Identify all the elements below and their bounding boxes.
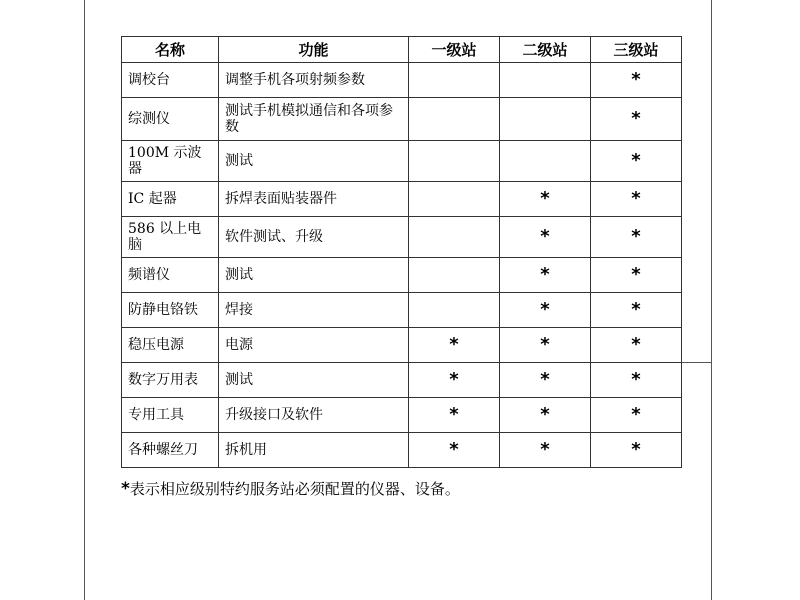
- cell-level-3: *: [591, 328, 682, 363]
- table-row: [122, 398, 682, 433]
- cell-level-1: [409, 217, 500, 258]
- cell-function: 升级接口及软件: [219, 398, 409, 433]
- cell-level-3: *: [591, 63, 682, 98]
- table-row: [122, 98, 682, 141]
- header-function: 功能: [219, 37, 409, 63]
- cell-level-2: [500, 141, 591, 182]
- cell-level-1: *: [409, 363, 500, 398]
- cell-level-3: *: [591, 217, 682, 258]
- cell-level-1: [409, 182, 500, 217]
- cell-level-1: [409, 141, 500, 182]
- cell-function: 测试手机模拟通信和各项参数: [219, 98, 409, 141]
- header-level-3: 三级站: [591, 37, 682, 63]
- table-header-row: [122, 37, 682, 63]
- cell-function: 拆机用: [219, 433, 409, 468]
- footnote-star: *: [121, 479, 130, 499]
- cell-level-2: *: [500, 363, 591, 398]
- table-row: [122, 182, 682, 217]
- footnote: [121, 478, 460, 499]
- cell-level-1: [409, 98, 500, 141]
- cell-name: 稳压电源: [122, 328, 219, 363]
- table-row: [122, 363, 682, 398]
- cell-level-2: *: [500, 182, 591, 217]
- cell-function: 软件测试、升级: [219, 217, 409, 258]
- cell-name: 综测仪: [122, 98, 219, 141]
- cell-level-3: *: [591, 141, 682, 182]
- footnote-text: 表示相应级别特约服务站必须配置的仪器、设备。: [129, 480, 460, 498]
- table-row: [122, 217, 682, 258]
- cell-level-1: [409, 258, 500, 293]
- table-row: [122, 141, 682, 182]
- cell-level-3: *: [591, 433, 682, 468]
- cell-level-2: *: [500, 328, 591, 363]
- cell-name: 100M 示波器: [122, 141, 219, 182]
- cell-function: 电源: [219, 328, 409, 363]
- cell-level-1: [409, 293, 500, 328]
- equipment-table: [121, 36, 682, 468]
- cell-name: 防静电铬铁: [122, 293, 219, 328]
- cell-function: 测试: [219, 258, 409, 293]
- cell-level-3: *: [591, 363, 682, 398]
- cell-name: 各种螺丝刀: [122, 433, 219, 468]
- cell-name: 586 以上电脑: [122, 217, 219, 258]
- table-row: [122, 258, 682, 293]
- header-level-1: 一级站: [409, 37, 500, 63]
- cell-level-1: *: [409, 433, 500, 468]
- cell-name: 专用工具: [122, 398, 219, 433]
- cell-name: 数字万用表: [122, 363, 219, 398]
- cell-name: 频谱仪: [122, 258, 219, 293]
- cell-level-2: [500, 63, 591, 98]
- cell-level-1: [409, 63, 500, 98]
- cell-name: 调校台: [122, 63, 219, 98]
- cell-level-2: *: [500, 258, 591, 293]
- cell-level-2: *: [500, 433, 591, 468]
- cell-function: 测试: [219, 363, 409, 398]
- cell-function: 焊接: [219, 293, 409, 328]
- cell-level-2: *: [500, 398, 591, 433]
- cell-level-1: *: [409, 398, 500, 433]
- table-row: [122, 328, 682, 363]
- cell-function: 调整手机各项射频参数: [219, 63, 409, 98]
- cell-level-3: *: [591, 182, 682, 217]
- cell-function: 测试: [219, 141, 409, 182]
- cell-level-3: *: [591, 258, 682, 293]
- table-row: [122, 63, 682, 98]
- header-level-2: 二级站: [500, 37, 591, 63]
- cell-function: 拆焊表面贴装器件: [219, 182, 409, 217]
- cell-level-1: *: [409, 328, 500, 363]
- cell-level-3: *: [591, 398, 682, 433]
- cell-level-2: *: [500, 217, 591, 258]
- header-name: 名称: [122, 37, 219, 63]
- cell-level-2: *: [500, 293, 591, 328]
- cell-level-3: *: [591, 293, 682, 328]
- page-border-left: [84, 0, 85, 600]
- margin-line: [680, 362, 712, 363]
- table-row: [122, 293, 682, 328]
- table-row: [122, 433, 682, 468]
- cell-level-3: *: [591, 98, 682, 141]
- cell-level-2: [500, 98, 591, 141]
- cell-name: IC 起器: [122, 182, 219, 217]
- page-border-right: [711, 0, 712, 600]
